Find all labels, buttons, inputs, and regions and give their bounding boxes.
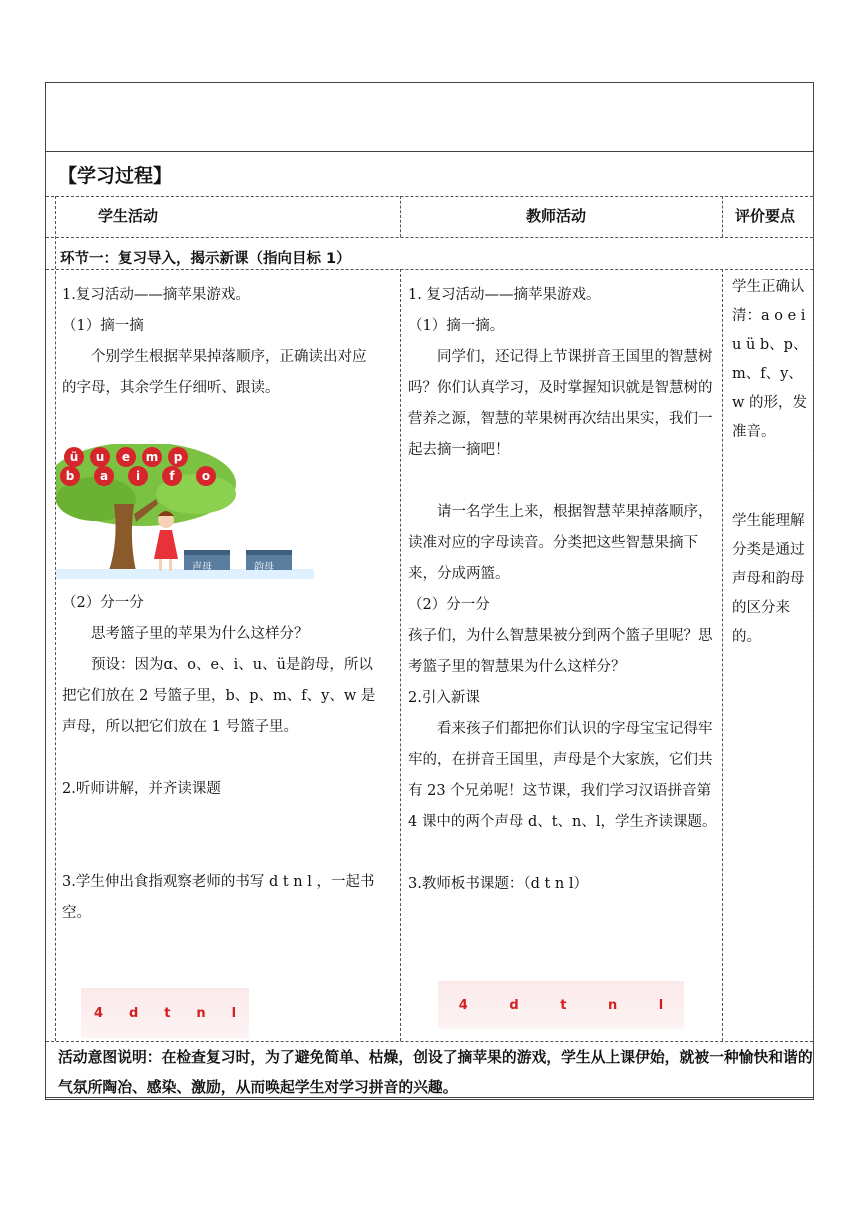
student-line: 3.学生伸出食指观察老师的书写 d t n l ，一起书空。 xyxy=(62,874,375,921)
student-line: （1）摘一摘 xyxy=(62,318,144,334)
apple-letter: u xyxy=(95,450,105,464)
header-teacher: 教师活动 xyxy=(526,207,587,225)
eval-paragraph: 学生能理解分类是通过声母和韵母的区分来的。 xyxy=(732,513,805,645)
section-title: 【学习过程】 xyxy=(58,165,173,187)
apple-tree-image xyxy=(56,444,314,579)
teacher-line: 2.引入新课 xyxy=(408,690,480,706)
rule-col2 xyxy=(722,269,723,1041)
teacher-line: 1. 复习活动——摘苹果游戏。 xyxy=(408,287,601,303)
rule-col2-header xyxy=(722,196,723,237)
teacher-paragraph: 同学们，还记得上节课拼音王国里的智慧树吗？你们认真学习，及时掌握知识就是智慧树的营养之源，智慧的苹果树再次结出果实，我们一起去摘一摘吧！ xyxy=(408,349,713,458)
apple-letter: ü xyxy=(69,450,79,464)
header-student: 学生活动 xyxy=(98,207,159,225)
teacher-paragraph: 看来孩子们都把你们认识的字母宝宝记得牢牢的，在拼音王国里，声母是个大家族，它们共有 23 个兄弟呢！这节课，我们学习汉语拼音第 4 课中的两个声母 d、t、n、l，学生齐读课题。 xyxy=(408,721,717,830)
teacher-line: （1）摘一摘。 xyxy=(408,318,505,334)
student-line: 1.复习活动——摘苹果游戏。 xyxy=(62,287,250,303)
teacher-paragraph: 孩子们，为什么智慧果被分到两个篮子里呢？思考篮子里的智慧果为什么这样分？ xyxy=(408,628,713,675)
student-column-2 xyxy=(62,588,380,929)
board-letter: n xyxy=(607,997,618,1013)
eval-column xyxy=(732,273,808,652)
student-line: 2.听师讲解，并齐读课题 xyxy=(62,781,221,797)
teacher-board-image xyxy=(438,981,684,1029)
apple-letter: i xyxy=(135,469,141,483)
student-paragraph: 个别学生根据苹果掉落顺序，正确读出对应的字母，其余学生仔细听、跟读。 xyxy=(62,349,367,396)
header-eval: 评价要点 xyxy=(735,207,796,225)
rule-header-top xyxy=(46,196,813,197)
apple-letter: a xyxy=(99,469,109,483)
rule-note-top xyxy=(46,1041,813,1042)
student-paragraph: 预设：因为ɑ、o、e、i、u、ü是韵母，所以把它们放在 2 号篮子里，b、p、m、f、y、w 是声母，所以把它们放在 1 号篮子里。 xyxy=(62,657,376,735)
teacher-line: 3.教师板书课题：（d t n l） xyxy=(408,876,588,892)
student-column xyxy=(62,280,380,404)
teacher-line: （2）分一分 xyxy=(408,597,490,613)
lesson-table xyxy=(45,82,814,1100)
basket-2-label: 韵母 xyxy=(254,562,274,573)
rule-top-section xyxy=(46,151,813,152)
rule-left-inner xyxy=(55,196,56,1041)
board-letter: t xyxy=(560,997,567,1013)
rule-header-bottom xyxy=(46,237,813,238)
apple-letter: p xyxy=(173,450,183,464)
teacher-column xyxy=(408,280,718,900)
eval-paragraph: 学生正确认清：a o e i u ü b、p、m、f、y、w 的形，发准音。 xyxy=(732,279,808,440)
board-letter: 4 xyxy=(458,997,468,1013)
basket-1-label: 声母 xyxy=(192,562,212,573)
board-letter: t xyxy=(164,1005,171,1021)
apple-letter: o xyxy=(201,469,211,483)
rule-env-bottom xyxy=(46,269,813,270)
board-letter: l xyxy=(658,997,664,1013)
board-letter: l xyxy=(231,1005,237,1021)
student-board-image xyxy=(81,988,249,1038)
rule-right-inner xyxy=(813,196,814,1041)
apple-letter: f xyxy=(169,469,175,483)
board-letter: d xyxy=(128,1005,139,1021)
activity-intent-note: 活动意图说明：在检查复习时，为了避免简单、枯燥，创设了摘苹果的游戏，学生从上课伊始，就被一种愉快和谐的气氛所陶冶、感染、激励，从而唤起学生对学习拼音的兴趣。 xyxy=(58,1049,813,1096)
board-letter: n xyxy=(196,1005,206,1021)
board-letter: 4 xyxy=(93,1005,104,1021)
student-line: （2）分一分 xyxy=(62,595,144,611)
student-paragraph: 思考篮子里的苹果为什么这样分？ xyxy=(91,626,309,642)
rule-col1 xyxy=(400,269,401,1041)
apple-letter: b xyxy=(65,469,75,483)
apple-letter: e xyxy=(121,450,131,464)
board-letter: d xyxy=(509,997,519,1013)
environment-title: 环节一：复习导入，揭示新课（指向目标 1） xyxy=(60,251,351,267)
rule-col1-header xyxy=(400,196,401,237)
apple-letter: m xyxy=(145,450,159,464)
teacher-paragraph: 请一名学生上来，根据智慧苹果掉落顺序，读准对应的字母读音。分类把这些智慧果摘下来，分成两篮。 xyxy=(408,504,713,582)
